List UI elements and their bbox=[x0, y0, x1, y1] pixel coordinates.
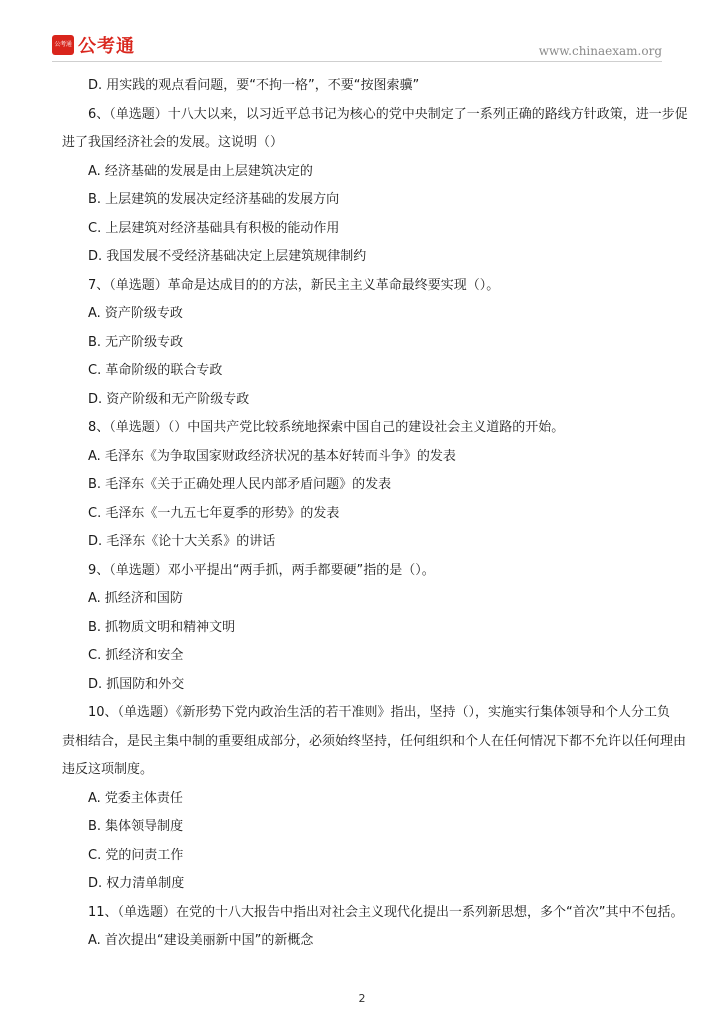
page-header bbox=[0, 0, 724, 62]
option-line: A. 党委主体责任 bbox=[88, 790, 183, 806]
question-line: 11、（单选题）在党的十八大报告中指出对社会主义现代化提出一系列新思想，多个“首次”其中不包括。 bbox=[88, 904, 684, 920]
logo-text: 公考通 bbox=[78, 36, 135, 57]
option-line: D. 我国发展不受经济基础决定上层建筑规律制约 bbox=[88, 249, 367, 264]
option-line: A. 抓经济和国防 bbox=[88, 591, 183, 606]
option-line: C. 上层建筑对经济基础具有积极的能动作用 bbox=[88, 220, 340, 236]
option-line: B. 集体领导制度 bbox=[88, 819, 184, 834]
option-line: D. 抓国防和外交 bbox=[88, 676, 185, 692]
option-line: D. 毛泽东《论十大关系》的讲话 bbox=[88, 534, 276, 549]
option-line: D. 用实践的观点看问题，要“不拘一格”，不要“按图索骥” bbox=[88, 78, 420, 93]
option-line: D. 资产阶级和无产阶级专政 bbox=[88, 391, 250, 407]
option-line: A. 经济基础的发展是由上层建筑决定的 bbox=[88, 163, 313, 179]
question-line: 8、（单选题）（）中国共产党比较系统地探索中国自己的建设社会主义道路的开始。 bbox=[88, 420, 565, 435]
option-line: B. 上层建筑的发展决定经济基础的发展方向 bbox=[88, 192, 340, 207]
option-line: B. 毛泽东《关于正确处理人民内部矛盾问题》的发表 bbox=[88, 477, 392, 492]
document-body bbox=[62, 72, 688, 956]
question-line: 进了我国经济社会的发展。这说明（） bbox=[62, 135, 284, 150]
page-number: 2 bbox=[358, 992, 366, 1005]
question-line: 责相结合，是民主集中制的重要组成部分，必须始终坚持，任何组织和个人在任何情况下都不允许以任何理由 bbox=[62, 733, 687, 749]
question-line: 6、（单选题）十八大以来，以习近平总书记为核心的党中央制定了一系列正确的路线方针政策，进一步促 bbox=[88, 106, 688, 122]
option-line: C. 毛泽东《一九五七年夏季的形势》的发表 bbox=[88, 505, 340, 521]
option-line: C. 抓经济和安全 bbox=[88, 648, 184, 663]
question-line: 10、（单选题）《新形势下党内政治生活的若干准则》指出，坚持（），实施实行集体领导和个人分工负 bbox=[88, 705, 671, 720]
site-url: www.chinaexam.org bbox=[538, 44, 662, 58]
option-line: B. 无产阶级专政 bbox=[88, 334, 184, 350]
option-line: D. 权力清单制度 bbox=[88, 876, 185, 891]
option-line: C. 党的问责工作 bbox=[88, 847, 184, 863]
logo bbox=[52, 33, 135, 57]
question-line: 违反这项制度。 bbox=[62, 762, 154, 777]
question-line: 9、（单选题）邓小平提出“两手抓，两手都要硬”指的是（）。 bbox=[88, 562, 435, 578]
option-line: A. 毛泽东《为争取国家财政经济状况的基本好转而斗争》的发表 bbox=[88, 448, 456, 464]
option-line: C. 革命阶级的联合专政 bbox=[88, 363, 223, 378]
logo-badge: 公考通 bbox=[52, 35, 74, 55]
question-line: 7、（单选题）革命是达成目的的方法，新民主主义革命最终要实现（）。 bbox=[88, 277, 500, 293]
header-divider bbox=[52, 61, 662, 62]
option-line: A. 资产阶级专政 bbox=[88, 306, 183, 321]
option-line: B. 抓物质文明和精神文明 bbox=[88, 619, 236, 635]
option-line: A. 首次提出“建设美丽新中国”的新概念 bbox=[88, 933, 314, 948]
